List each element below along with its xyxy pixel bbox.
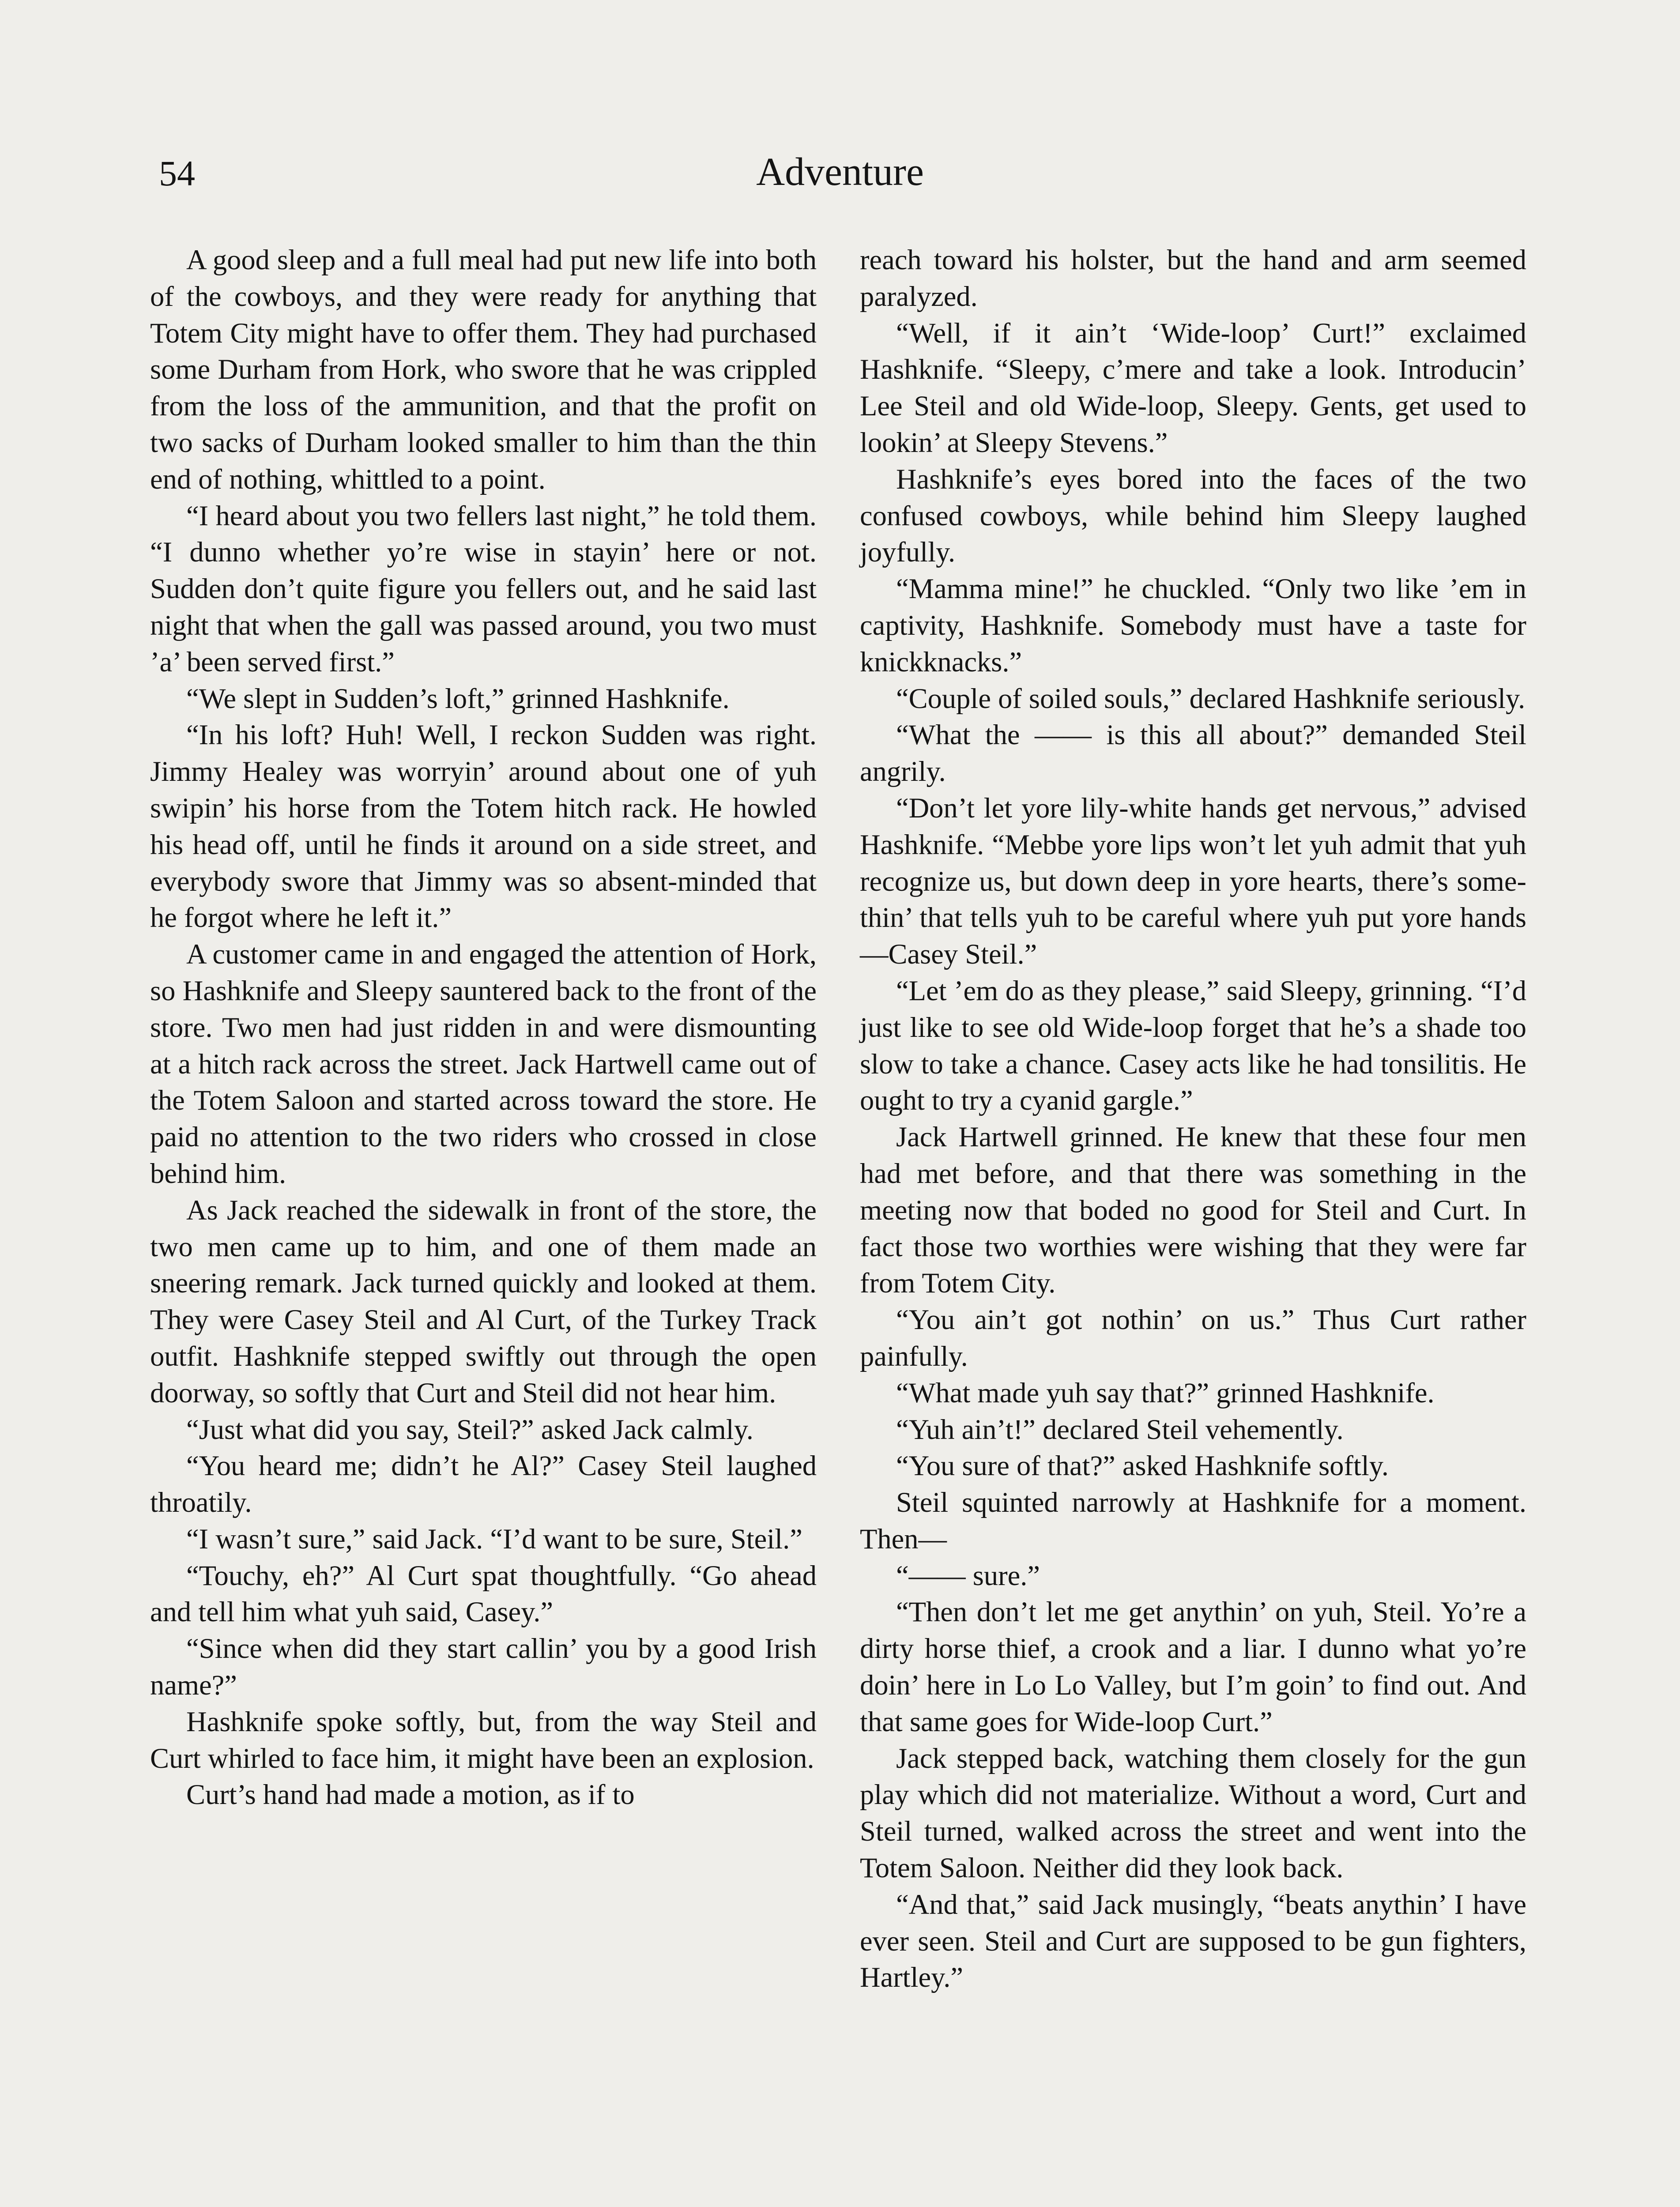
- paragraph: “Touchy, eh?” Al Curt spat thoughtfully. “Go ahead and tell him what yuh said, Casey.”: [150, 1559, 817, 1628]
- paragraph: “In his loft? Huh! Well, I reckon Sudden was right. Jimmy Healey was worryin’ around about one of yuh swipin’ his horse from the Totem hitch rack. He howled his head off, until he finds it around on a side street, and everybody swore that Jimmy was so absent-minded that he forgot where he left it.”: [150, 719, 817, 934]
- paragraph: “Yuh ain’t!” declared Steil vehemently.: [896, 1413, 1344, 1445]
- left-column: [150, 242, 817, 1813]
- page-number: 54: [159, 153, 195, 193]
- paragraph: “You heard me; didn’t he Al?” Casey Steil laughed throatily.: [150, 1450, 817, 1518]
- paragraph: “And that,” said Jack musingly, “beats anythin’ I have ever seen. Steil and Curt are supposed to be gun fighters, Hartley.”: [860, 1888, 1526, 1993]
- paragraph: “We slept in Sudden’s loft,” grinned Hashknife.: [186, 682, 730, 714]
- paragraph: Jack Hartwell grinned. He knew that these four men had met before, and that there was something in the meeting now that boded no good for Steil and Curt. In fact those two worthies were wishing that they were far from Totem City.: [860, 1121, 1526, 1299]
- paragraph: Steil squinted narrowly at Hashknife for a moment. Then—: [860, 1487, 1526, 1555]
- paragraph: “What the —— is this all about?” demanded Steil angrily.: [860, 719, 1526, 787]
- paragraph: A customer came in and engaged the attention of Hork, so Hashknife and Sleepy sauntered back to the front of the store. Two men had just ridden in and were dismounting at a hitch rack across the street. Jack Hartwell came out of the Totem Saloon and started across toward the store. He paid no attention to the two riders who crossed in close behind him.: [150, 938, 817, 1189]
- paragraph: “You sure of that?” asked Hashknife softly.: [896, 1450, 1389, 1482]
- right-column: [860, 242, 1526, 1996]
- paragraph: “—— sure.”: [896, 1559, 1040, 1591]
- paragraph: Hashknife spoke softly, but, from the way Steil and Curt whirled to face him, it might have been an explosion.: [150, 1706, 817, 1774]
- paragraph-continued: reach toward his holster, but the hand and arm seemed paralyzed.: [860, 244, 1526, 312]
- paragraph: A good sleep and a full meal had put new life into both of the cowboys, and they were ready for anything that Totem City might have to offer them. They had purchased some Durham from Hork, who swore that he was crippled from the loss of the ammunition, and that the profit on two sacks of Durham looked smaller to him than the thin end of nothing, whittled to a point.: [150, 244, 817, 495]
- paragraph: As Jack reached the sidewalk in front of the store, the two men came up to him, and one of them made an sneering remark. Jack turned quickly and looked at them. They were Casey Steil and Al Curt, of the Turkey Track outfit. Hashknife stepped swiftly out through the open doorway, so softly that Curt and Steil did not hear him.: [150, 1194, 817, 1409]
- paragraph: “What made yuh say that?” grinned Hashknife.: [896, 1377, 1435, 1409]
- paragraph: Jack stepped back, watching them closely for the gun play which did not materialize. Without a word, Curt and Steil turned, walked across the street and went into the Totem Saloon. Neither did they look back.: [860, 1742, 1526, 1884]
- paragraph: Hashknife’s eyes bored into the faces of the two confused cowboys, while behind him Sleepy laughed joyfully.: [860, 463, 1526, 568]
- paragraph: “You ain’t got nothin’ on us.” Thus Curt rather painfully.: [860, 1304, 1526, 1372]
- paragraph: “I heard about you two fellers last night,” he told them. “I dunno whether yo’re wise in stayin’ here or not. Sudden don’t quite figure you fellers out, and he said last night that when the gall was passed around, you two must ’a’ been served first.”: [150, 500, 817, 678]
- paragraph: “Since when did they start callin’ you by a good Irish name?”: [150, 1633, 817, 1701]
- paragraph: Curt’s hand had made a motion, as if to: [186, 1779, 635, 1811]
- paragraph: “Just what did you say, Steil?” asked Jack calmly.: [186, 1413, 753, 1445]
- paragraph: “Let ’em do as they please,” said Sleepy, grinning. “I’d just like to see old Wide-loop forget that he’s a shade too slow to take a chance. Casey acts like he had tonsilitis. He ought to try a cyanid gargle.”: [860, 975, 1526, 1116]
- paragraph: “Don’t let yore lily-white hands get nervous,” advised Hashknife. “Mebbe yore lips won’t let yuh admit that yuh recognize us, but down deep in yore hearts, there’s somethin’ that tells yuh to be careful where yuh put yore hands—Casey Steil.”: [860, 792, 1526, 970]
- paragraph: “Then don’t let me get anythin’ on yuh, Steil. Yo’re a dirty horse thief, a crook and a liar. I dunno what yo’re doin’ here in Lo Lo Valley, but I’m goin’ to find out. And that same goes for Wide-loop Curt.”: [860, 1596, 1526, 1737]
- paragraph: “Couple of soiled souls,” declared Hashknife seriously.: [896, 682, 1526, 714]
- paragraph: “Mamma mine!” he chuckled. “Only two like ’em in captivity, Hashknife. Somebody must have a taste for knickknacks.”: [860, 573, 1526, 678]
- paragraph: “Well, if it ain’t ‘Wide-loop’ Curt!” exclaimed Hashknife. “Sleepy, c’mere and take a look. Introducin’ Lee Steil and old Wide-loop, Sleepy. Gents, get used to lookin’ at Sleepy Stevens.”: [860, 317, 1526, 458]
- running-head: Adventure: [756, 150, 924, 194]
- paragraph: “I wasn’t sure,” said Jack. “I’d want to be sure, Steil.”: [186, 1523, 802, 1555]
